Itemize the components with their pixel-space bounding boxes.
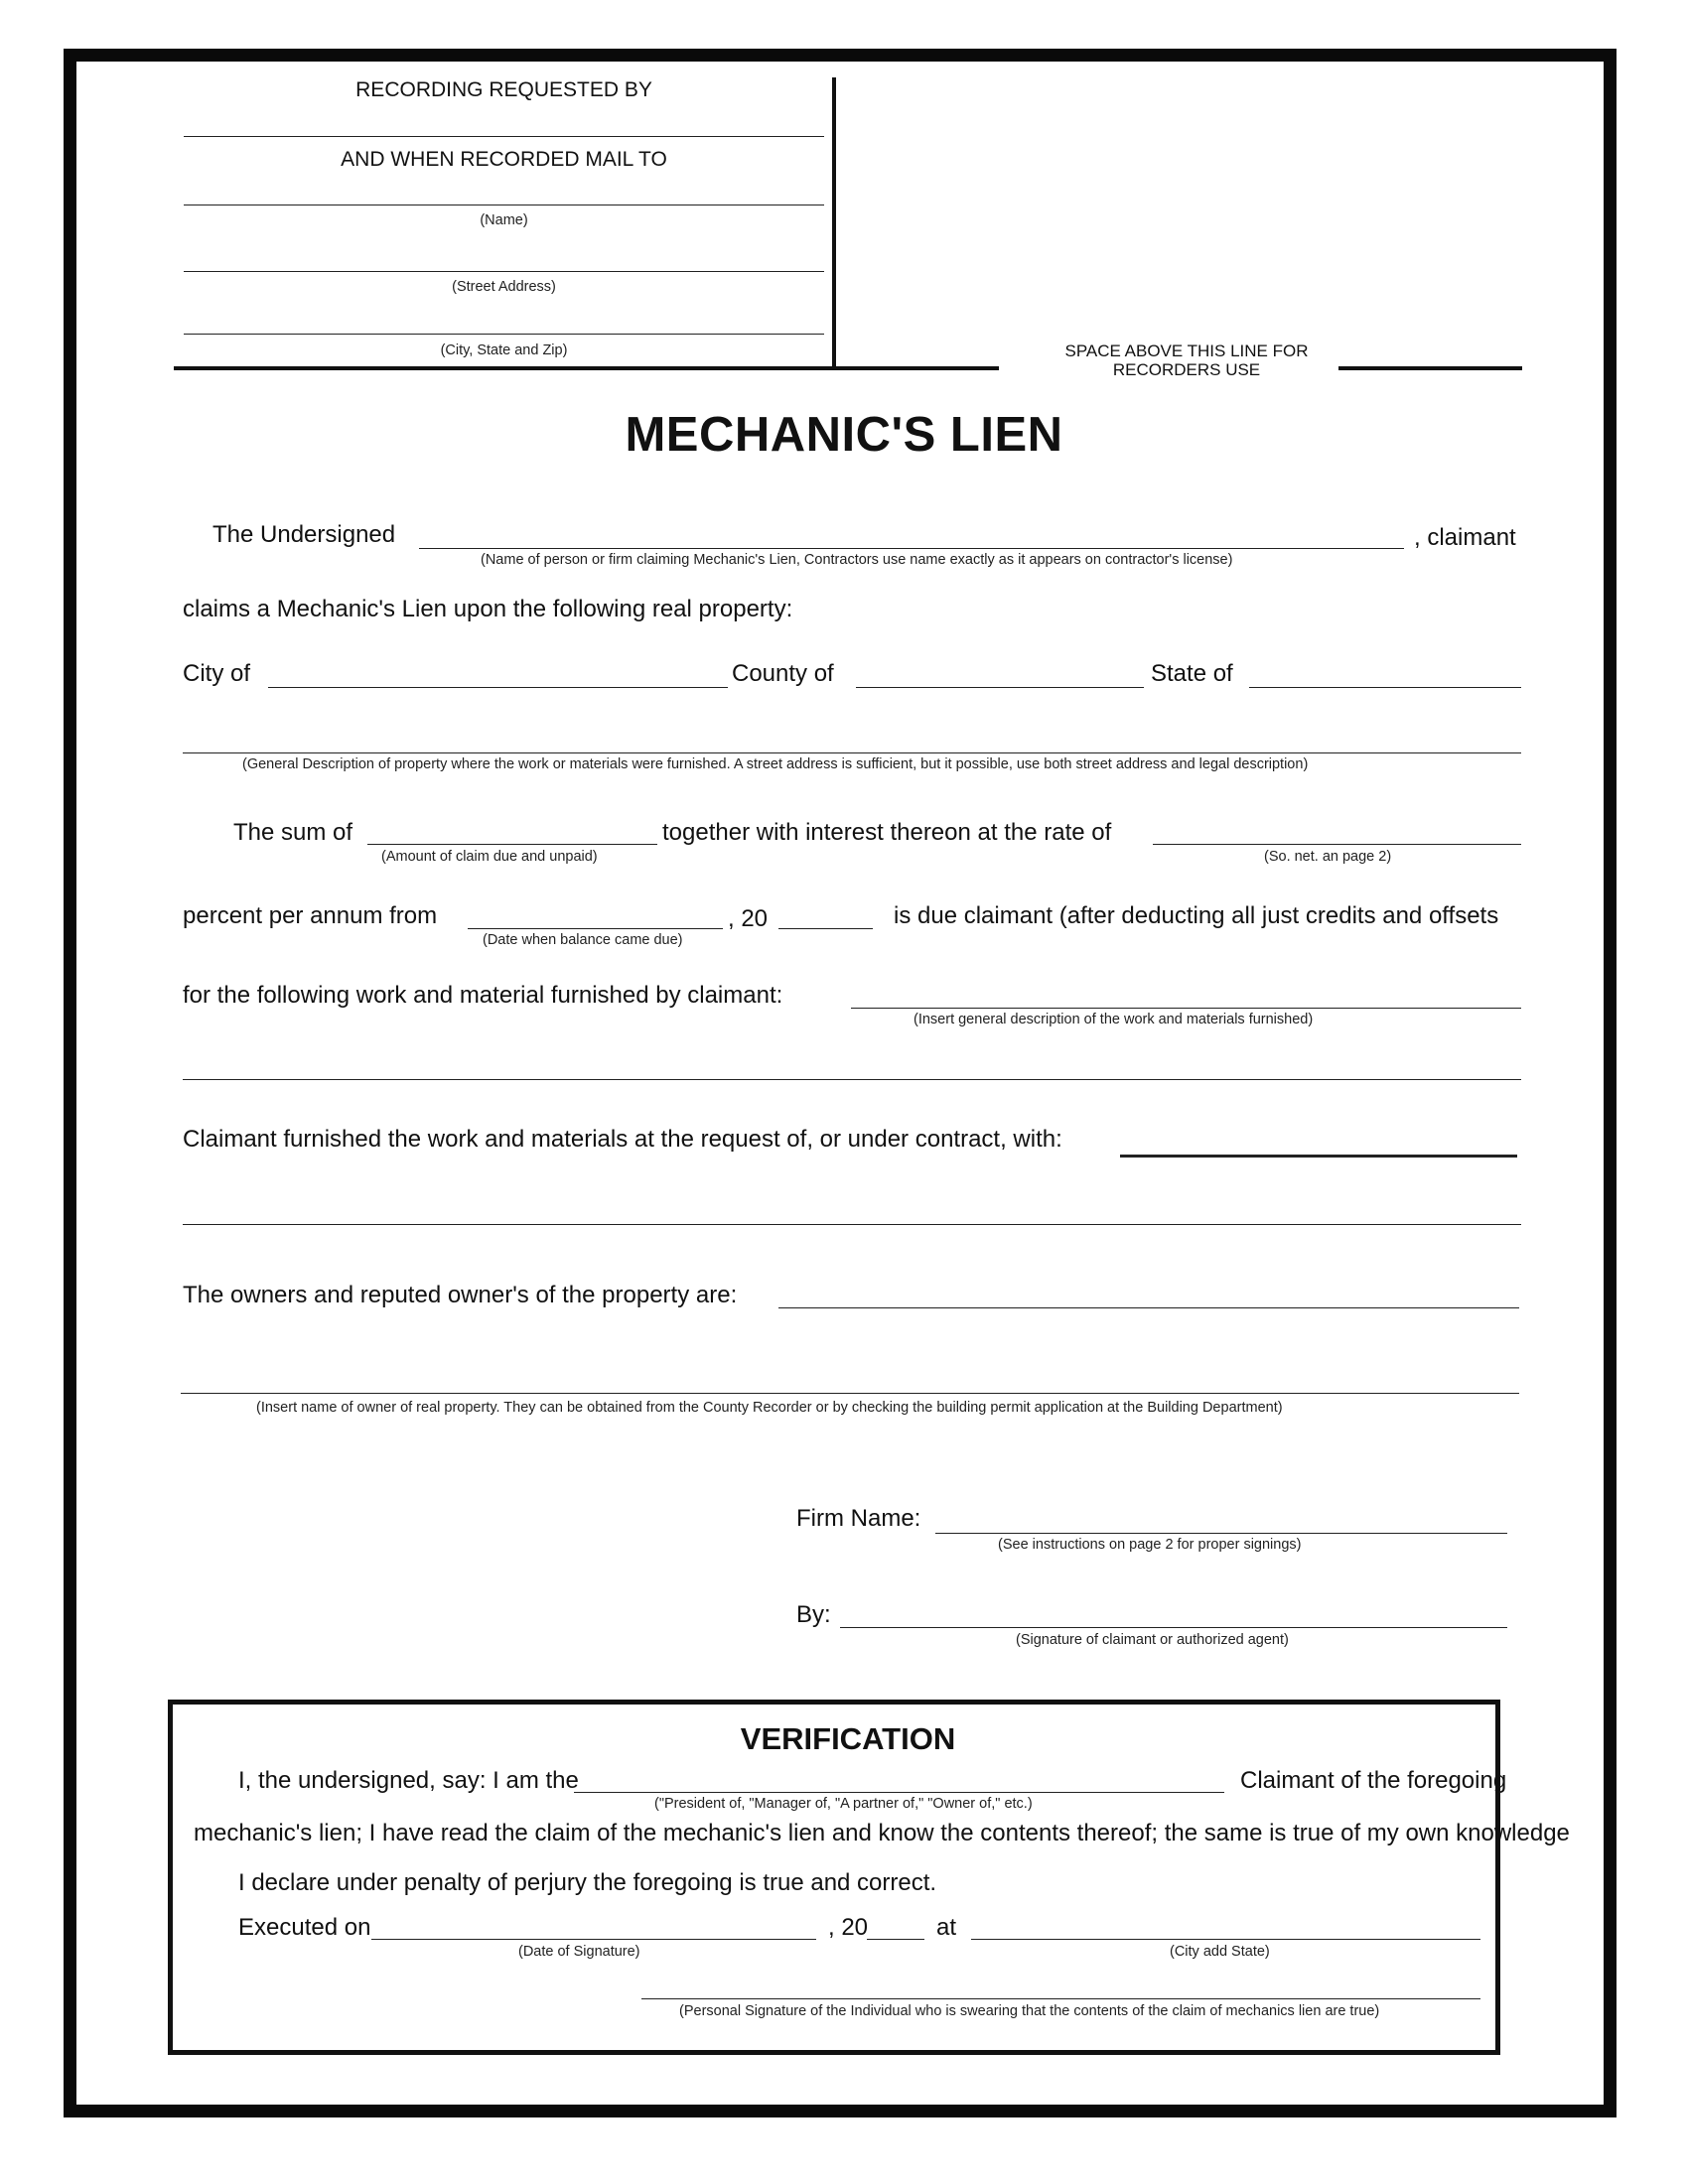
street-address-hint: (Street Address) (452, 279, 556, 295)
verification-title: VERIFICATION (740, 1721, 956, 1756)
undersigned-label: The Undersigned (212, 521, 396, 548)
document-title: MECHANIC'S LIEN (625, 408, 1063, 462)
city-state-zip-hint: (City, State and Zip) (440, 342, 568, 358)
property-description-line[interactable] (183, 752, 1521, 753)
executed-year-line[interactable] (867, 1939, 924, 1940)
executed-on-label: Executed on (238, 1914, 371, 1941)
verification-undersigned-text: I, the undersigned, say: I am the (238, 1767, 579, 1794)
county-of-label: County of (732, 660, 834, 687)
owners-line[interactable] (778, 1307, 1519, 1308)
firm-name-hint: (See instructions on page 2 for proper signings) (998, 1537, 1302, 1553)
contract-with-line-2[interactable] (183, 1224, 1521, 1225)
header-vertical-divider (832, 77, 836, 368)
request-of-text: Claimant furnished the work and materials at the request of, or under contract, with: (183, 1126, 1062, 1153)
executed-city-hint: (City add State) (1170, 1944, 1270, 1960)
work-description-line[interactable] (851, 1008, 1521, 1009)
mail-to-label: AND WHEN RECORDED MAIL TO (341, 148, 667, 171)
claims-lien-text: claims a Mechanic's Lien upon the following real property: (183, 596, 793, 622)
name-hint: (Name) (480, 212, 528, 228)
percent-from-label: percent per annum from (183, 902, 438, 929)
amount-hint: (Amount of claim due and unpaid) (381, 849, 598, 865)
executed-date-hint: (Date of Signature) (518, 1944, 640, 1960)
recorders-use-line2: RECORDERS USE (1112, 359, 1261, 379)
city-state-zip-line[interactable] (184, 334, 824, 335)
recorders-use-line1: SPACE ABOVE THIS LINE FOR (1064, 341, 1309, 360)
executed-year-prefix: , 20 (828, 1914, 869, 1941)
contract-with-line[interactable] (1120, 1155, 1517, 1158)
recorders-use-note (1023, 342, 1350, 379)
interest-text: together with interest thereon at the rate of (662, 819, 1112, 846)
header-bottom-rule-right (1338, 366, 1522, 370)
executed-date-line[interactable] (371, 1939, 816, 1940)
executed-city-line[interactable] (971, 1939, 1480, 1940)
state-of-label: State of (1151, 660, 1233, 687)
by-signature-line[interactable] (840, 1627, 1507, 1628)
sum-of-label: The sum of (233, 819, 353, 846)
by-signature-hint: (Signature of claimant or authorized agent) (1016, 1632, 1289, 1648)
claimant-of-foregoing-text: Claimant of the foregoing (1240, 1767, 1507, 1794)
property-description-hint: (General Description of property where the work or materials were furnished. A street address is sufficient, but it possible, use both street address and legal description) (242, 756, 1309, 772)
verification-lien-text: mechanic's lien; I have read the claim of the mechanic's lien and know the contents thereof; the same is true of my own knowledge (194, 1820, 1570, 1846)
city-of-label: City of (183, 660, 251, 687)
state-line[interactable] (1249, 687, 1521, 688)
year-prefix: , 20 (728, 905, 769, 932)
amount-line[interactable] (367, 844, 657, 845)
firm-name-line[interactable] (935, 1533, 1507, 1534)
claimant-hint: (Name of person or firm claiming Mechanic's Lien, Contractors use name exactly as it appears on contractor's license) (481, 552, 1233, 568)
county-line[interactable] (856, 687, 1144, 688)
work-description-line-2[interactable] (183, 1079, 1521, 1080)
recording-requested-by-line[interactable] (184, 136, 824, 137)
work-furnished-text: for the following work and material furnished by claimant: (183, 982, 783, 1009)
street-address-line[interactable] (184, 271, 824, 272)
year-line[interactable] (778, 928, 873, 929)
executed-at-label: at (936, 1914, 957, 1941)
due-date-hint: (Date when balance came due) (483, 932, 683, 948)
recording-requested-by-label: RECORDING REQUESTED BY (355, 78, 652, 101)
header-bottom-rule-left (174, 366, 999, 370)
due-claimant-text: is due claimant (after deducting all just credits and offsets (894, 902, 1499, 929)
by-label: By: (796, 1601, 831, 1628)
verification-title-hint: ("President of, "Manager of, "A partner of," "Owner of," etc.) (654, 1796, 1033, 1812)
claimant-label: , claimant (1414, 524, 1516, 551)
owners-text: The owners and reputed owner's of the property are: (183, 1282, 738, 1308)
owners-line-2[interactable] (181, 1393, 1519, 1394)
personal-signature-line[interactable] (641, 1998, 1480, 1999)
owners-hint: (Insert name of owner of real property. They can be obtained from the County Recorder or by checking the building permit application at the Building Department) (256, 1400, 1283, 1416)
verification-title-line[interactable] (574, 1792, 1224, 1793)
perjury-declaration-text: I declare under penalty of perjury the foregoing is true and correct. (238, 1869, 937, 1896)
interest-rate-hint: (So. net. an page 2) (1264, 849, 1392, 865)
interest-rate-line[interactable] (1153, 844, 1521, 845)
due-date-line[interactable] (468, 928, 723, 929)
city-line[interactable] (268, 687, 728, 688)
claimant-name-line[interactable] (419, 548, 1404, 549)
personal-signature-hint: (Personal Signature of the Individual who is swearing that the contents of the claim of mechanics lien are true) (679, 2003, 1380, 2019)
firm-name-label: Firm Name: (796, 1505, 921, 1532)
work-description-hint: (Insert general description of the work and materials furnished) (914, 1012, 1314, 1027)
